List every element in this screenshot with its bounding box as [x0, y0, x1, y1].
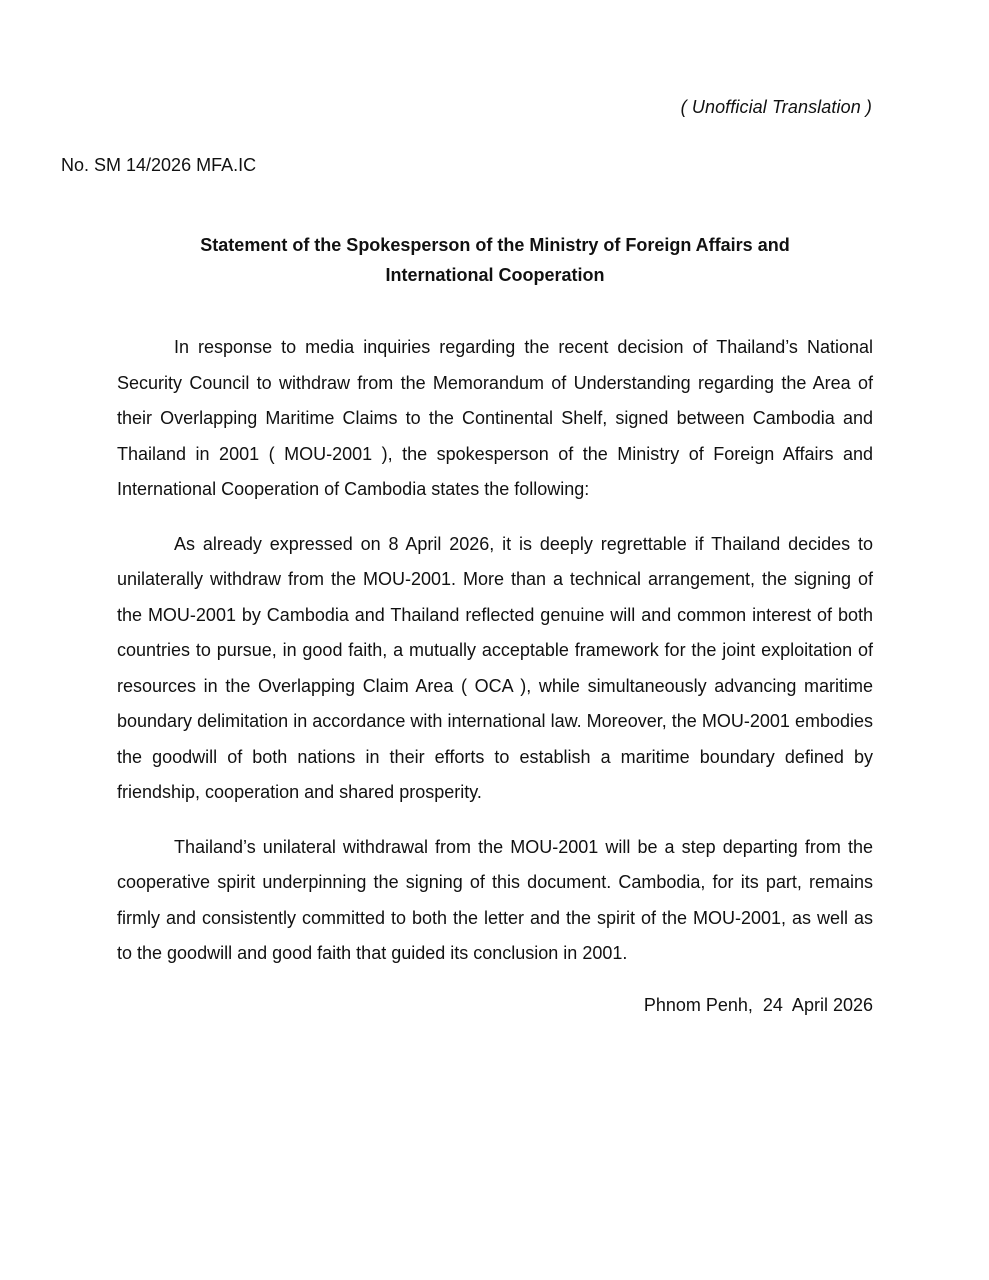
- body-paragraph: In response to media inquiries regarding the recent decision of Thailand’s National Security Council to withdraw from the Memorandum of Understanding regarding the Area of their Overlapping Maritime Claims to the Continental Shelf, signed between Cambodia and Thailand in 2001 ( MOU-2001 ), the spokesperson of the Ministry of Foreign Affairs and International Cooperation of Cambodia states the following:: [117, 337, 873, 499]
- unofficial-translation-note: ( Unofficial Translation ): [680, 97, 872, 117]
- statement-body: [117, 330, 873, 991]
- statement-title-line-2: International Cooperation: [385, 265, 605, 285]
- statement-title-line-1: Statement of the Spokesperson of the Ministry of Foreign Affairs and: [200, 235, 790, 255]
- body-paragraph: Thailand’s unilateral withdrawal from the MOU-2001 will be a step departing from the cooperative spirit underpinning the signing of this document. Cambodia, for its part, remains firmly and consistently committed to both the letter and the spirit of the MOU-2001, as well as to the goodwill and good faith that guided its conclusion in 2001.: [117, 836, 873, 963]
- reference-number: No. SM 14/2026 MFA.IC: [61, 155, 257, 175]
- body-paragraph: As already expressed on 8 April 2026, it is deeply regrettable if Thailand decides to unilaterally withdraw from the MOU-2001. More than a technical arrangement, the signing of the MOU-2001 by Cambodia and Thailand reflected genuine will and common interest of both countries to pursue, in good faith, a mutually acceptable framework for the joint exploitation of resources in the Overlapping Claim Area ( OCA ), while simultaneously advancing maritime boundary delimitation in accordance with international law. Moreover, the MOU-2001 embodies the goodwill of both nations in their efforts to establish a maritime boundary defined by friendship, cooperation and shared prosperity.: [117, 533, 873, 802]
- statement-title: [117, 230, 873, 290]
- place-and-date: Phnom Penh, 24 April 2026: [643, 995, 873, 1015]
